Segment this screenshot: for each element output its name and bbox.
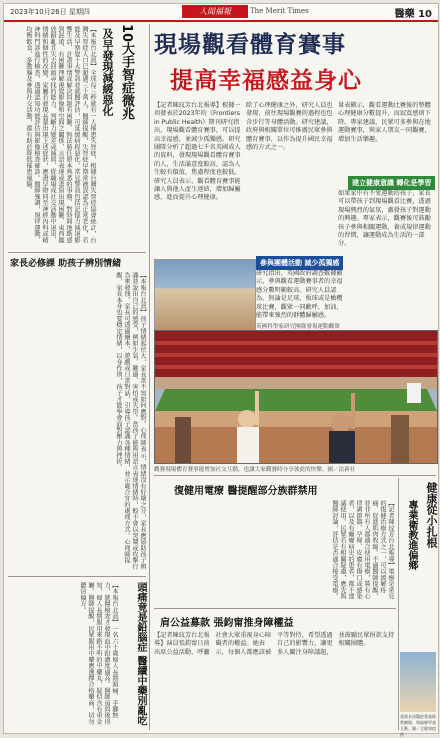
main-article-col-2: 除了心理健康之外，研究人員也發現，前往現場觀賽的過程也包含步行等身體活動。研究建議，政府與相關單位可推廣民眾參與體育賽事，以作為提升國民幸福感的方式之一。 [246,102,333,152]
small-photo [154,259,256,331]
bottom-left-body: 【本報台北訊】一名六十歲婦人長期頭痛、手腳無力，就醫檢查才發現血中鉛濃度過高。醫師追問後得知，婦人長期服用來路不明的中藥丸，疑似含有重金屬。醫師提醒，民眾服用中藥應選擇合格藥商，切勿聽信偏方。 [79,582,118,725]
main-subheadline: 提高幸福感益身心 [170,67,362,94]
divider [154,475,436,476]
stadium-photo-graphic [155,331,437,463]
section-label [395,5,432,20]
right-headline-2: 專業衛教進偏鄉 [406,500,417,570]
small-photo-caption: 英國科學家研究團隊發現運動觀眾 [256,324,340,330]
column-divider [149,24,150,730]
left-headline-2: 及早發現減緩惡化 [101,28,114,116]
rural-health-photo [400,652,436,712]
newspaper-page [3,3,439,737]
main-headline: 現場觀看體育賽事 [154,31,346,58]
charity-headline: 肩公益募款 張鈞甯推身障權益 [160,618,294,629]
divider [8,252,146,253]
page-number: 10 [418,9,432,20]
divider [154,608,396,609]
bottom-left-headline: 頭痛竟是鉛腦症 醫續中藥別亂吃 [135,582,146,726]
page-header [4,4,438,22]
right-headline-1: 健康從小扎根 [425,482,438,548]
electrotherapy-headline: 復健用電療 醫提醒部分族群禁用 [174,486,318,497]
divider [8,576,146,577]
electrotherapy-body: 【記者陳玟芳台北報導】電療是常見的復健治療方式之一，可以緩解疼痛、促進肌肉收縮。不過醫師提醒，並非所有人都適合使用電療，裝有心律調節器、孕婦、皮膚有傷口或感染者，以及有癲癇病史的患者，都不建議使用。民眾若有相關疑慮，應先與醫師討論，評估是否適合接受電療。 [331,500,394,600]
charity-body: 【記者陳玟芳台北報導】演員張鈞甯日前出席公益活動，呼籲社會大眾重視身心障礙者的權益。她表示，每個人都應該被平等對待，希望透過自己的影響力，讓更多人關注身障議題，並鼓勵民眾捐款支持相關團體。 [154,632,395,656]
section-name: 醫藥 [394,9,415,20]
stadium-photo [154,330,438,464]
left-article-body: 【本報台北訊】全球每三秒就有一人罹患失智症，根據台灣失智症協會統計，台灣失智症人口已超過三十萬人。醫師提醒，失智症早期常被誤認為正常老化，若能及早察覺十大警訊並就醫評估，可延緩病程惡化。常見警訊包括記憶力減退影響生活、計畫事情或解決問題有困難、無法勝任原本熟悉的事務、對時間地點感到混淆、有困難理解視覺影像和空間之關係、言語表達或書寫出現困難、東西擺放錯亂且失去回頭尋找的能力、判斷力變差或減弱、從職場或社交活動中退出、情緒和個性的改變。家屬若發現長輩出現上述症狀，應盡早陪同至神經內科或精神科門診進行檢查，透過認知功能評估與影像檢查確診。醫師強調，規律運動、均衡飲食、多動腦及參與社交活動，都有助於降低罹患風險。 [25,26,96,243]
section-tag-blue: 參與團體活動 減少孤獨感 [256,256,343,270]
column-divider [398,478,399,730]
rural-health-caption: 基隆長庚醫院專業衛教團隊，與偏鄉學童互動。圖／全健康提供 [400,714,436,737]
left-headline-1: 10大手智症微兆 [119,24,134,121]
masthead-logo: 人間福報 [182,5,248,18]
main-article-col-4: 量表顯示，觀看運動比賽後的整體心理健康分數提升，而寂寞感則下降。專家建議，民眾可多參與在地運動賽事，與家人朋友一同觀賽，增加生活樂趣。 [338,102,431,143]
main-article-col-3: 研究指出，英國政府調查數據顯示，參與觀看運動賽事者的幸福感分數明顯較高。研究人員認為，無論是足球、板球或是橄欖球比賽，觀眾一同歡呼、加油，能帶來強烈的群體歸屬感。 [256,270,343,320]
masthead-english: The Merit Times [250,7,309,15]
main-article-col-5: 如果家中有不愛運動的孩子，家長可以帶孩子到現場觀看比賽，透過現場熱烈的氣氛，激發孩子對運動的興趣。專家表示，觀賽後可鼓勵孩子參與相關運動，養成規律運動的習慣，讓運動成為生活的一部分。 [338,190,431,248]
sub-article-body: 【本報台北訊】孩子情緒起伏大，家長常不知如何應對。心理師表示，情緒沒有好壞之分，家長應協助孩子辨識並說出自己的感受，例如生氣、難過、害怕或失望。當孩子能夠用語言表達情緒時，較不會以哭鬧或攻擊行為來發洩。家長可透過繪本、遊戲或日常對話，引導孩子認識各種情緒，並示範合宜的處理方式。心理師提醒，家長本身也要穩定情緒，以身作則，孩子才能學會面對壓力與挫折。 [115,272,146,570]
main-article-col-1: 【記者陳玟芳台北報導】根據一項發表於2023年的《Frontiers in Public Health》期刊研究指出，現場觀看體育賽事，可以提高幸福感，並減少孤獨感。研究團隊分析了超過七千名英國成人的資料，發現現場觀看體育賽事的人，生活滿意度較高，認為人生較有價值，焦慮程度也較低。研究人員表示，觀看體育賽事能讓人與他人產生連結，增加歸屬感，進而提升心理健康。 [154,102,241,202]
sub-headline: 家長必修課 助孩子辨別情緒 [10,259,122,269]
section-tag-green: 建立健康意識 轉化是學習 [348,176,435,190]
issue-date: 2023年10月26日 星期四 [10,8,90,16]
stadium-photo-caption: 觀賽現場體育賽事能增加社交互動，也讓大家觀賽時分享彼此的快樂。圖／法新社 [154,467,356,473]
